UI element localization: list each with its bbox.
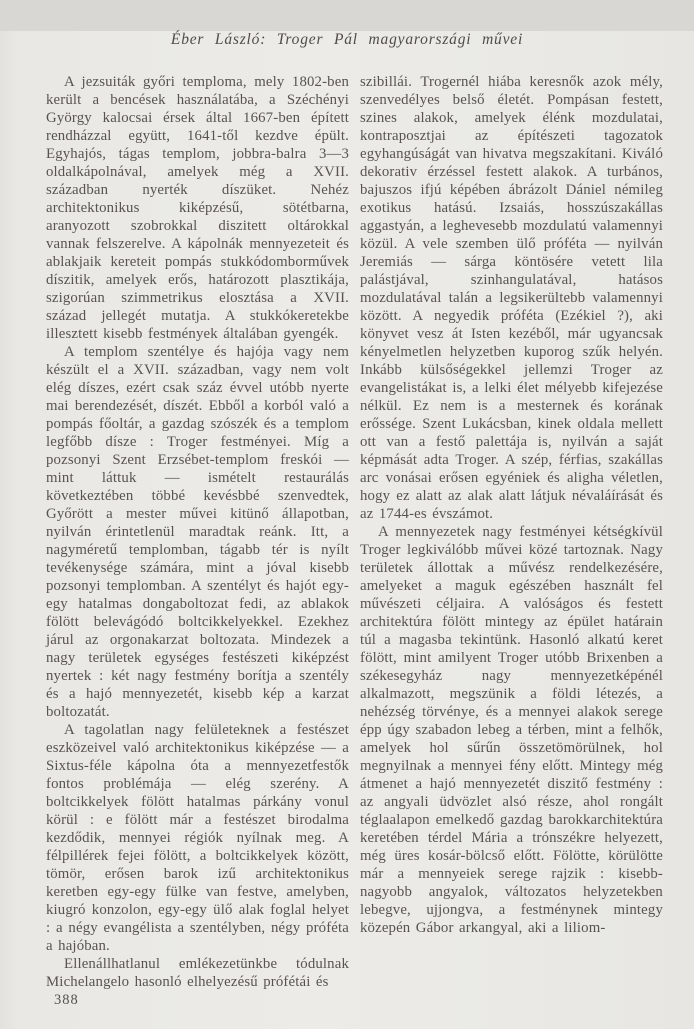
two-column-text-block <box>0 49 694 1009</box>
scanned-book-page <box>0 31 694 1029</box>
paragraph: A tagolatlan nagy felületeknek a festészet eszközeivel való architektonikus kiképzése — a Sixtus-féle kápolna óta a mennyezetfestők fontos problémája — elég szerény. A boltcikkelyek fölött hatalmas párkány vonul körül : e fölött már a festészet birodalma kezdődik, mennyei régiók nyílnak meg. A félpillérek fejei fölött, a boltcikkelyek között, tömör, erősen barok izű architektonikus keretben egy-egy fülke van festve, amelyben, kiugró konzolon, egy-egy ülő alak foglal helyet : a négy evangélista a szentélyben, négy próféta a hajóban. <box>46 722 349 954</box>
paragraph: A mennyezetek nagy festményei kétségkívül Troger legkiválóbb művei közé tartoznak. Nagy területek állottak a művész rendelkezésére, amelyeket a maguk egészében használt fel művészeti céljaira. A valóságos és festett architektúra fölött mintegy az épület határain túl a magasba tekintünk. Hasonló alkatú keret fölött, mint amilyent Troger utóbb Brixenben a székesegyház nagy mennyezetképénél alkalmazott, megszünik a földi létezés, a nehézség törvénye, és a mennyei alakok serege épp úgy szabadon lebeg a térben, mint a felhők, amelyek hol sűrűn összetömörülnek, hol megnyilnak a mennyei fény előtt. Mintegy még átmenet a hajó mennyezetét diszitő festmény : az angyali üdvözlet alsó része, ahol rongált téglaalapon emelkedő gazdag barokkarchitektúra keretében térdel Mária a trónszékre helyezett, még üres kosár-bölcső előtt. Fölötte, körülötte már a mennyeiek serege rajzik : kisebb-nagyobb angyalok, változatos helyzetekben lebegve, ujjongva, a festménynek mintegy közepén Gábor arkangyal, aki a liliom- <box>360 524 663 936</box>
paragraph: A jezsuiták győri temploma, mely 1802-ben került a bencések használatába, a Széchényi György kalocsai érsek által 1667-ben épített rendházzal együtt, 1641-től kezdve épült. Egyhajós, tágas templom, jobbra-balra 3—3 oldalkápolnával, amelyek még a XVII. században nyerték díszüket. Nehéz architektonikus kiképzésű, sötétbarna, aranyozott szobrokkal diszitett oltárokkal vannak felszerelve. A kápolnák mennyezeteit és ablakjaik kereteit pompás stukkódomborművek díszitik, amelyek erős, határozott plasztikája, szigorúan szimmetrikus elosztása a XVII. század jellegét mutatja. A stukkókeretekbe illesztett kisebb festmények általában gyengék. <box>46 74 349 342</box>
text-column-right <box>360 73 663 1009</box>
paragraph-continuation: szibillái. Trogernél hiába keresnők azok mély, szenvedélyes belső életét. Pompásan festett, szines alakok, amelyek élénk mozdulatai, kontraposztjai az építészeti tagozatok egyhangúságát van hivatva megszakítani. Kiváló dekorativ érzéssel festett alakok. A turbános, bajuszos ifjú képében ábrázolt Dániel némileg exotikus hatású. Izsaiás, hosszúszakállas aggastyán, a leghevesebb mozdulatú valamennyi közül. A vele szemben ülő próféta — nyilván Jeremiás — sárga köntösére vetett lila palástjával, szinhangulatával, hatásos mozdulatával talán a legsikerültebb valamennyi között. A negyedik próféta (Ezékiel ?), aki könyvet vesz át Isten kezéből, már ugyancsak kényelmetlen helyzetben kuporog szűk helyén. Inkább külsőségekkel jellemzi Troger az evangelistákat is, a lelki élet mélyebb kifejezése nélkül. Ez nem is a mesternek és korának erőssége. Szent Lukácsban, kinek oldala mellett ott van a festő palettája is, nyilván a saját képmását adta Troger. A szép, férfias, szakállas arc vonásai erősen egyéniek és aligha véletlen, hogy ez alatt az alak alatt látjuk névaláírását és az 1744-es évszámot. <box>360 74 663 522</box>
text-column-left <box>46 73 349 1009</box>
running-head-title: Éber László: Troger Pál magyarországi művei <box>170 31 524 48</box>
paragraph: A templom szentélye és hajója vagy nem készült el a XVII. században, vagy nem volt elég díszes, ezért csak száz évvel utóbb nyerte mai berendezését, díszét. Ebből a korból való a pompás főoltár, a gazdag szószék és a templom legfőbb dísze : Troger festményei. Míg a pozsonyi Szent Erzsébet-templom freskói — mint láttuk — ismételt restaurálás következtében többé kevésbbé szenvedtek, Győrött a mester művei kitünő állapotban, nyilván érintetlenül maradtak reánk. Itt, a nagyméretű templomban, tágabb tér is nyílt tevékenysége számára, mint a jóval kisebb pozsonyi templomban. A szentélyt és hajót egy-egy hatalmas dongaboltozat fedi, az ablakok fölött belevágódó boltcikkelyekkel. Ezekhez járul az orgonakarzat boltozata. Mindezek a nagy területek egységes festészeti kiképzést nyertek : két nagy festmény borítja a szentély és a hajó mennyezetét, kisebb kép a karzat boltozatát. <box>46 344 349 720</box>
page-number: 388 <box>54 992 79 1008</box>
paragraph: Ellenállhatlanul emlékezetünkbe tódulnak Michelangelo hasonló elhelyezésű prófétái és <box>46 956 349 990</box>
